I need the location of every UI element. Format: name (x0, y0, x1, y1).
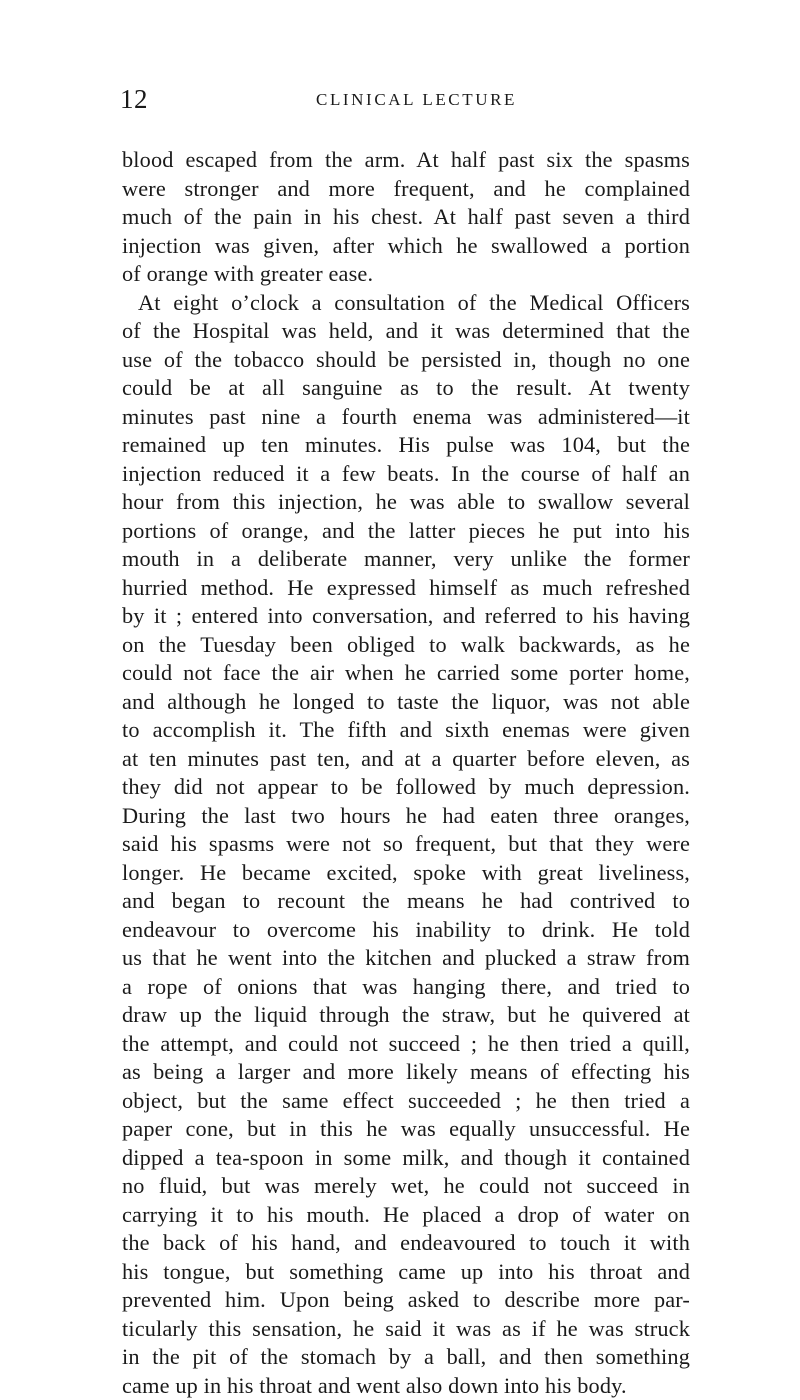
text-line: During the last two hours he had eaten three oranges, (122, 802, 690, 831)
paragraph (122, 289, 690, 1400)
text-line: remained up ten minutes. His pulse was 104, but the (122, 431, 690, 460)
text-line: At eight o’clock a consultation of the Medical Officers (122, 289, 690, 318)
text-line: they did not appear to be followed by much depression. (122, 773, 690, 802)
text-line: no fluid, but was merely wet, he could not succeed in (122, 1172, 690, 1201)
text-line: injection was given, after which he swallowed a portion (122, 232, 690, 261)
text-line: carrying it to his mouth. He placed a drop of water on (122, 1201, 690, 1230)
running-title: CLINICAL LECTURE (316, 88, 517, 112)
text-line: a rope of onions that was hanging there, and tried to (122, 973, 690, 1002)
text-line: the back of his hand, and endeavoured to touch it with (122, 1229, 690, 1258)
text-line: draw up the liquid through the straw, but he quivered at (122, 1001, 690, 1030)
text-line: and although he longed to taste the liquor, was not able (122, 688, 690, 717)
text-line: prevented him. Upon being asked to describe more par- (122, 1286, 690, 1315)
text-line: ticularly this sensation, he said it was as if he was struck (122, 1315, 690, 1344)
text-line: use of the tobacco should be persisted in, though no one (122, 346, 690, 375)
text-line: to accomplish it. The fifth and sixth enemas were given (122, 716, 690, 745)
paragraph (122, 146, 690, 289)
text-line: much of the pain in his chest. At half past seven a third (122, 203, 690, 232)
text-line: injection reduced it a few beats. In the course of half an (122, 460, 690, 489)
text-line: at ten minutes past ten, and at a quarter before eleven, as (122, 745, 690, 774)
text-line: longer. He became excited, spoke with great liveliness, (122, 859, 690, 888)
text-line: object, but the same effect succeeded ; he then tried a (122, 1087, 690, 1116)
text-line: said his spasms were not so frequent, but that they were (122, 830, 690, 859)
text-line: mouth in a deliberate manner, very unlike the former (122, 545, 690, 574)
text-line: on the Tuesday been obliged to walk backwards, as he (122, 631, 690, 660)
text-line: blood escaped from the arm. At half past six the spasms (122, 146, 690, 175)
text-line: of orange with greater ease. (122, 260, 690, 289)
text-line: minutes past nine a fourth enema was administered—it (122, 403, 690, 432)
text-line: and began to recount the means he had contrived to (122, 887, 690, 916)
page-number: 12 (120, 84, 148, 114)
text-line: by it ; entered into conversation, and referred to his having (122, 602, 690, 631)
text-line: could not face the air when he carried some porter home, (122, 659, 690, 688)
text-line: came up in his throat and went also down into his body. (122, 1372, 690, 1400)
text-line: portions of orange, and the latter pieces he put into his (122, 517, 690, 546)
running-head (120, 84, 680, 114)
text-line: could be at all sanguine as to the result. At twenty (122, 374, 690, 403)
text-line: us that he went into the kitchen and plucked a straw from (122, 944, 690, 973)
text-line: were stronger and more frequent, and he complained (122, 175, 690, 204)
text-line: his tongue, but something came up into his throat and (122, 1258, 690, 1287)
body-text (122, 146, 690, 1400)
text-line: of the Hospital was held, and it was determined that the (122, 317, 690, 346)
text-line: hour from this injection, he was able to swallow several (122, 488, 690, 517)
text-line: the attempt, and could not succeed ; he then tried a quill, (122, 1030, 690, 1059)
text-line: as being a larger and more likely means of effecting his (122, 1058, 690, 1087)
text-line: paper cone, but in this he was equally unsuccessful. He (122, 1115, 690, 1144)
text-line: in the pit of the stomach by a ball, and then something (122, 1343, 690, 1372)
text-line: hurried method. He expressed himself as much refreshed (122, 574, 690, 603)
text-line: dipped a tea-spoon in some milk, and though it contained (122, 1144, 690, 1173)
text-line: endeavour to overcome his inability to drink. He told (122, 916, 690, 945)
